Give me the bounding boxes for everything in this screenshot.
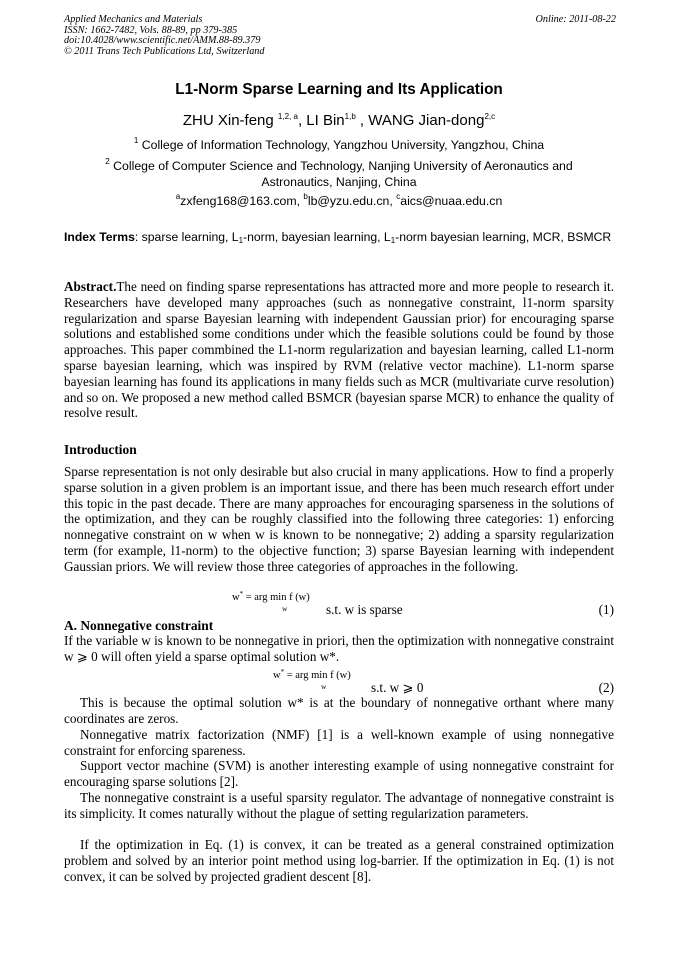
doi-line: doi:10.4028/www.scientific.net/AMM.88-89.379 <box>64 35 261 47</box>
copyright-line: © 2011 Trans Tech Publications Ltd, Switzerland <box>64 45 265 57</box>
affiliation-text: Astronautics, Nanjing, China <box>261 174 417 189</box>
publication-meta <box>64 15 616 57</box>
equation-argmin: = arg min f (w) <box>243 592 310 603</box>
section-a-paragraph: If the variable w is known to be nonnegative in priori, then the optimization with nonnegative constraint w ⩾ 0 will often yield a sparse optimal solution w*. <box>64 633 614 664</box>
section-a-heading: A. Nonnegative constraint <box>64 618 214 633</box>
author-emails <box>0 194 678 208</box>
equation-subscript: w <box>321 682 327 691</box>
affiliation-text: College of Information Technology, Yangzhou University, Yangzhou, China <box>138 138 545 152</box>
email-address: lb@yzu.edu.cn, <box>307 194 397 208</box>
equation-number: (1) <box>598 602 614 617</box>
email-address: zxfeng168@163.com, <box>180 194 304 208</box>
equation-1 <box>0 590 678 620</box>
introduction-heading: Introduction <box>64 442 137 457</box>
index-terms-text: -norm bayesian learning, MCR, BSMCR <box>395 230 612 244</box>
author-list <box>0 112 678 129</box>
introduction-paragraph: Sparse representation is not only desirable but also crucial in many applications. How to find a properly sparse solution in a given problem is an important issue, and there has been much research effort under this topic in the past decade. There are many approaches for encouraging sparseness in the solutions of the optimization, and they can be roughly classified into the following three categories: 1) enforcing nonnegative constraint on w when w is known to be nonnegative; 2) adding a sparsity regularization term (for example, l1-norm) to the objective function; 3) sparse Bayesian learning with independent Gaussian priors. We will review those three categories of approaches in the following. <box>64 464 614 574</box>
affiliation-1 <box>0 138 678 154</box>
equation-2 <box>0 668 678 698</box>
online-date: Online: 2011-08-22 <box>535 14 616 25</box>
index-terms <box>64 230 614 246</box>
index-terms-text: -norm, bayesian learning, L <box>243 230 391 244</box>
abstract-label: Abstract. <box>64 279 117 294</box>
equation-star: * <box>280 668 285 676</box>
equation-number: (2) <box>598 680 614 695</box>
author-affiliation-mark: 1,b <box>344 112 356 121</box>
author-affiliation-mark: 1,2, a <box>277 112 298 121</box>
body-paragraph: Support vector machine (SVM) is another interesting example of using nonnegative constraint for encouraging sparse solutions [2]. <box>64 758 614 789</box>
subscript: 1 <box>390 236 396 245</box>
body-paragraph: The nonnegative constraint is a useful sparsity regulator. The advantage of nonnegative constraint is its simplicity. It comes naturally without the plague of setting regularization parameters. <box>64 790 614 821</box>
index-terms-text: : sparse learning, L <box>134 230 239 244</box>
affiliation-2 <box>0 159 678 190</box>
email-mark: a <box>175 192 181 201</box>
body-paragraph: Nonnegative matrix factorization (NMF) [1] is a well-known example of using nonnegative constraint for enforcing spareness. <box>64 727 614 758</box>
body-paragraph: If the optimization in Eq. (1) is convex, it can be treated as a general constrained optimization problem and solved by an interior point method using log-barrier. If the optimization in Eq. (1) is not convex, it can be solved by projected gradient descent [8]. <box>64 837 614 884</box>
equation-argmin: = arg min f (w) <box>284 670 351 681</box>
paper-title: L1-Norm Sparse Learning and Its Application <box>175 81 503 98</box>
abstract-text: The need on finding sparse representations has attracted more and more people to research it. Researchers have developed many approaches (such as nonnegative constraint, l1-norm sparsity regularization and sparse Bayesian learning with independent Gaussian prior) for encouraging sparse solutions and established some conditions under which the feasible solutions could be found by those approaches. This paper commbined the L1-norm regularization and bayesian learning, called L1-norm sparse bayesian learning, which was inspired by RVM (relative vector machine). L1-norm sparse bayesian learning has found its applications in many fields such as MCR (multivariate curve resolution) and so on. We proposed a new method called BSMCR (bayesian sparse MCR) to enhance the quality of resolve result. <box>64 279 614 421</box>
email-mark: c <box>396 192 401 201</box>
equation-variable: w <box>273 670 281 681</box>
author-name: , LI Bin <box>297 112 345 129</box>
equation-constraint: s.t. w ⩾ 0 <box>371 680 424 695</box>
equation-constraint: s.t. w is sparse <box>326 602 403 617</box>
equation-variable: w <box>232 592 240 603</box>
body-paragraph: This is because the optimal solution w* is at the boundary of nonnegative orthant where many coordinates are zeros. <box>64 695 614 726</box>
author-name: ZHU Xin-feng <box>182 112 278 129</box>
author-affiliation-mark: 2,c <box>484 112 496 121</box>
affiliation-number: 2 <box>105 157 110 166</box>
author-name: , WANG Jian-dong <box>355 112 485 129</box>
index-terms-label: Index Terms <box>64 230 135 244</box>
email-mark: b <box>303 192 308 201</box>
journal-name: Applied Mechanics and Materials <box>64 14 203 25</box>
email-address: aics@nuaa.edu.cn <box>400 194 503 208</box>
equation-star: * <box>239 590 244 598</box>
affiliation-text: College of Computer Science and Technology, Nanjing University of Aeronautics and <box>109 159 573 173</box>
issn-line: ISSN: 1662-7482, Vols. 88-89, pp 379-385 <box>64 24 238 36</box>
affiliation-number: 1 <box>133 136 139 145</box>
abstract <box>64 279 614 421</box>
equation-subscript: w <box>282 604 288 613</box>
equation-lhs <box>273 670 351 681</box>
subscript: 1 <box>238 236 244 245</box>
equation-lhs <box>232 592 310 603</box>
